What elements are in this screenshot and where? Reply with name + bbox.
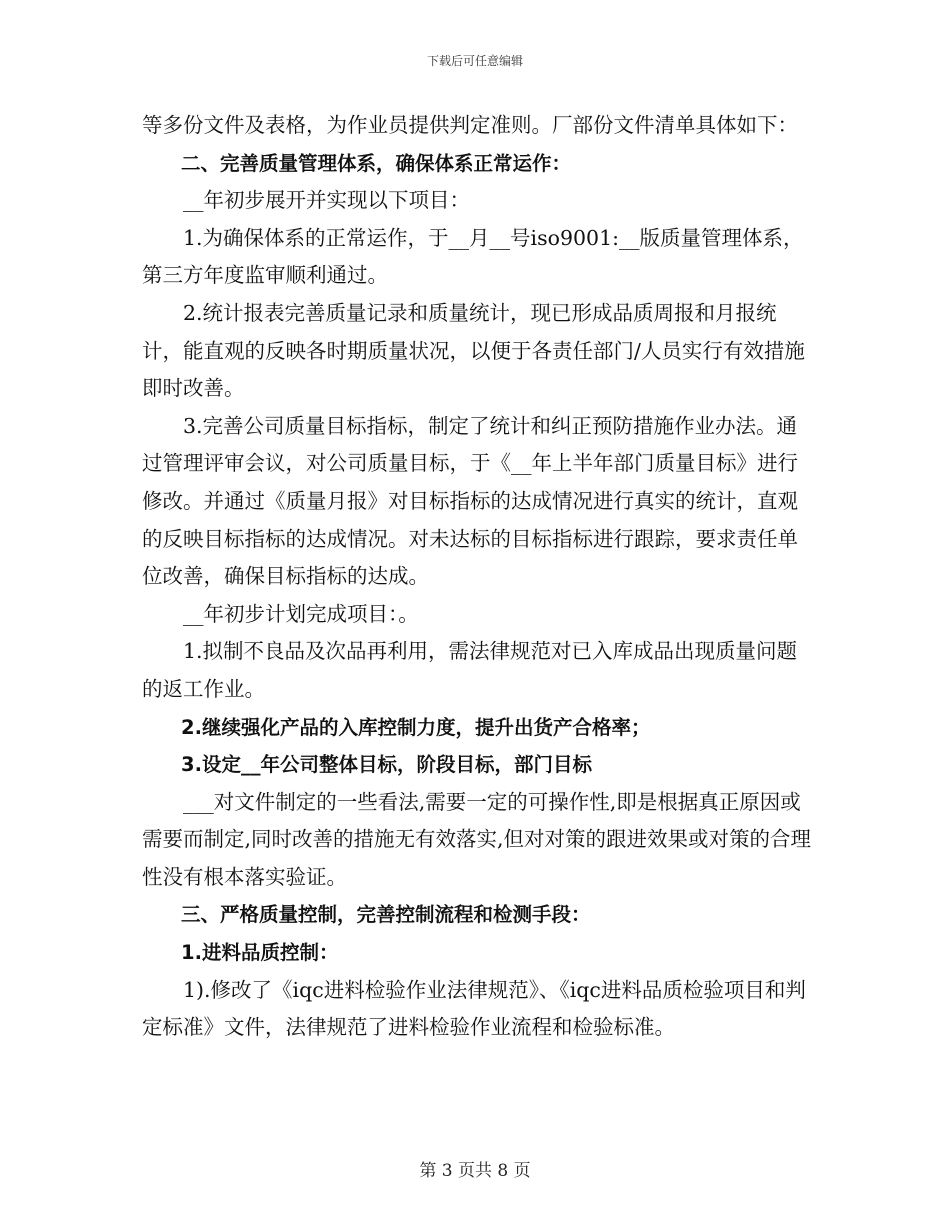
page-header: 下载后可任意编辑 [426, 54, 523, 68]
paragraph-3: __年初步展开并实现以下项目： [183, 188, 470, 213]
page-footer: 第 3 页共 8 页 [419, 1161, 531, 1181]
paragraph-5: 2.统计报表完善质量记录和质量统计，现已形成品质周报和月报统计，能直观的反映各时期质量状况，以便于各责任部门/人员实行有效措施即时改善。 [142, 300, 805, 401]
document-body [142, 107, 812, 1047]
paragraph-4: 1.为确保体系的正常运作，于__月__号iso9001:__版质量管理体系，第三方年度监审顺利通过。 [142, 225, 804, 288]
paragraph-6: 3.完善公司质量目标指标，制定了统计和纠正预防措施作业办法。通过管理评审会议，对公司质量目标，于《__年上半年部门质量目标》进行修改。并通过《质量月报》对目标指标的达成情况进行真实的统计，直观的反映目标指标的达成情况。对未达标的目标指标进行跟踪，要求责任单位改善，确保目标指标的达成。 [142, 413, 798, 589]
paragraph-7: __年初步计划完成项目：。 [183, 601, 419, 626]
paragraph-11: ___对文件制定的一些看法,需要一定的可操作性,即是根据真正原因或需要而制定,同时改善的措施无有效落实,但对对策的跟进效果或对策的合理性没有根本落实验证。 [142, 789, 812, 889]
section-heading-3: 三、严格质量控制，完善控制流程和检测手段： [181, 903, 591, 927]
section-heading-2: 二、完善质量管理体系，确保体系正常运作： [181, 151, 572, 175]
bold-item-10: 3.设定__年公司整体目标，阶段目标，部门目标 [181, 753, 592, 777]
bold-item-9: 2.继续强化产品的入库控制力度，提升出货产合格率； [181, 715, 651, 739]
paragraph-1: 等多份文件及表格，为作业员提供判定准则。厂部份文件清单具体如下： [142, 113, 798, 137]
paragraph-8: 1.拟制不良品及次品再利用，需法律规范对已入库成品出现质量问题的返工作业。 [142, 639, 798, 701]
paragraph-14: 1).修改了《iqc进料检验作业法律规范》、《iqc进料品质检验项目和判定标准》文件，法律规范了进料检验作业流程和检验标准。 [142, 977, 806, 1040]
subsection-heading: 1.进料品质控制： [181, 941, 339, 965]
